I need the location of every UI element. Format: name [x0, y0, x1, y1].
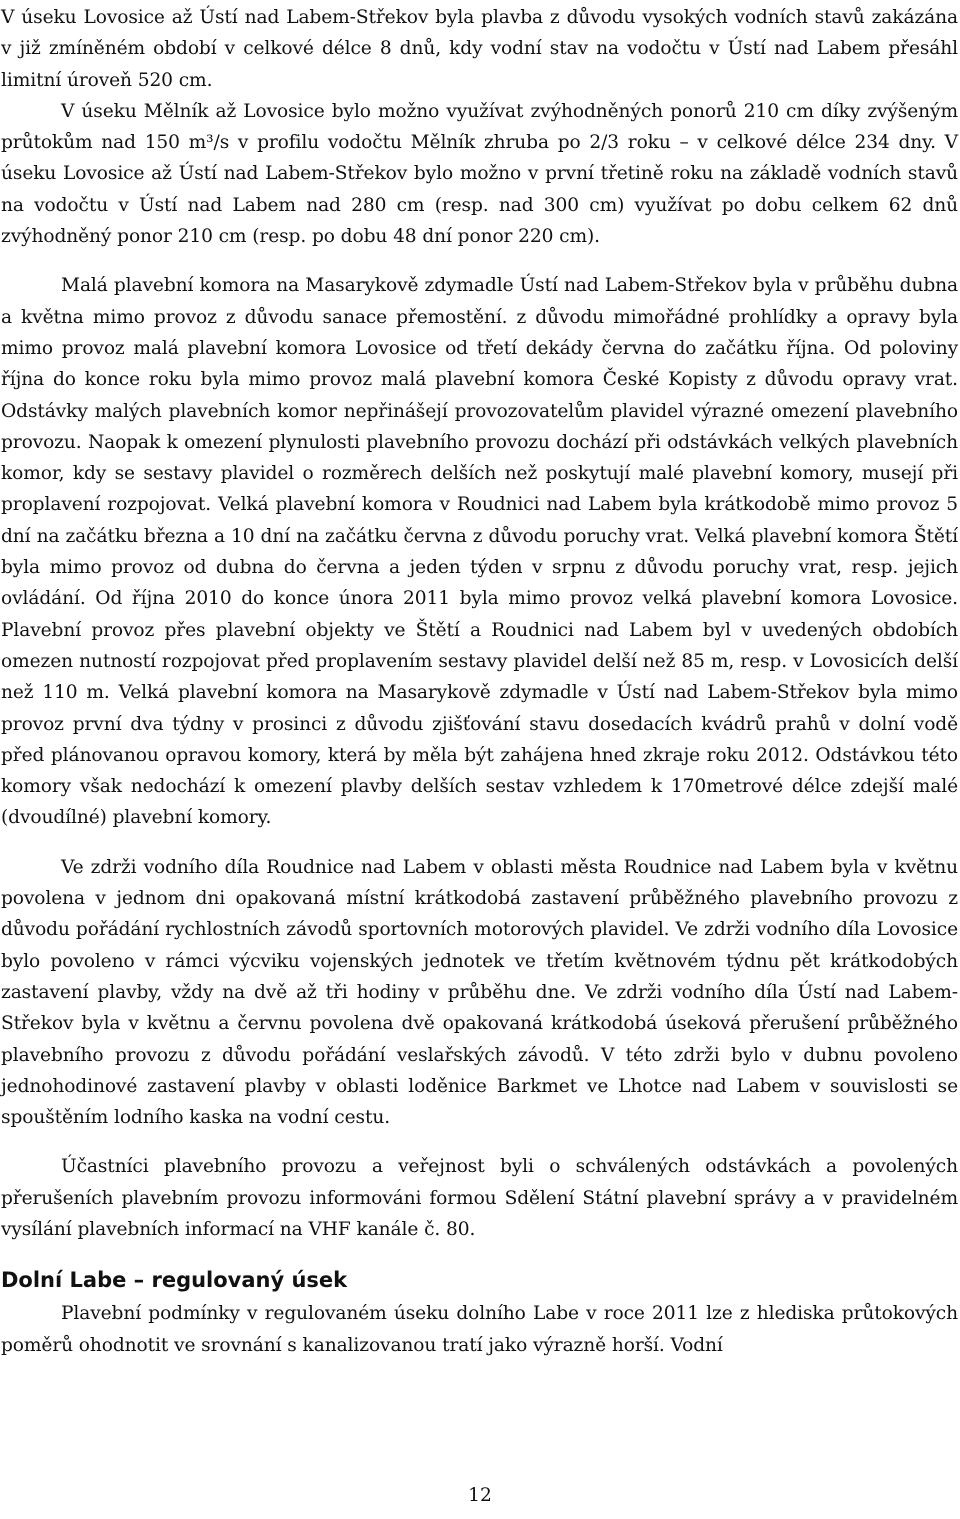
page-number: 12 — [468, 1485, 492, 1506]
paragraph-navigation-stoppages: Ve zdrži vodního díla Roudnice nad Labem v oblasti města Roudnice nad Labem byla v květnu povolena v jednom dni opakovaná místní krátkodobá zastavení průběžného plavebního provozu z důvodu pořádání rychlostních závodů sportovních motorových plavidel. Ve zdrži vodního díla Lovosice bylo povoleno v rámci výcviku vojenských jednotek ve třetím květnovém týdnu pět krátkodobých zastavení plavby, vždy na dvě až tři hodiny v průběhu dne. Ve zdrži vodního díla Ústí nad Labem-Střekov byla v květnu a červnu povolena dvě opakovaná krátkodobá úseková přerušení průběžného plavebního provozu z důvodu pořádání veslařských závodů. V této zdrži bylo v dubnu povoleno jednohodinové zastavení plavby v oblasti loděnice Barkmet ve Lhotce nad Labem v souvislosti se spouštěním lodního kaska na vodní cestu. — [1, 856, 958, 1129]
paragraph-public-information: Účastníci plavebního provozu a veřejnost byli o schválených odstávkách a povolených přerušeních plavebním provozu informováni formou Sdělení Státní plavební správy a v pravidelném vysílání plavebních informací na VHF kanále č. 80. — [1, 1156, 958, 1240]
paragraph-flood-closure: V úseku Lovosice až Ústí nad Labem-Střekov byla plavba z důvodu vysokých vodních stavů zakázána v již zmíněném období v celkové délce 8 dnů, kdy vodní stav na vodočtu v Ústí nad Labem přesáhl limitní úroveň 520 cm. — [1, 7, 958, 91]
paragraph-draught-conditions: V úseku Mělník až Lovosice bylo možno využívat zvýhodněných ponorů 210 cm díky zvýšeným průtokům nad 150 m³/s v profilu vodočtu Mělník zhruba po 2/3 roku – v celkové délce 234 dny. V úseku Lovosice až Ústí nad Labem-Střekov bylo možno v první třetině roku na základě vodních stavů na vodočtu v Ústí nad Labem nad 280 cm (resp. nad 300 cm) využívat po dobu celkem 62 dnů zvýhodněný ponor 210 cm (resp. po dobu 48 dní ponor 220 cm). — [1, 100, 958, 248]
paragraph-regulated-section: Plavební podmínky v regulovaném úseku dolního Labe v roce 2011 lze z hlediska průtokových poměrů ohodnotit ve srovnání s kanalizovanou tratí jako výrazně horší. Vodní — [1, 1303, 958, 1356]
paragraph-lock-outages: Malá plavební komora na Masarykově zdymadle Ústí nad Labem-Střekov byla v průběhu dubna a května mimo provoz z důvodu sanace přemostění. z důvodu mimořádné prohlídky a opravy byla mimo provoz malá plavební komora Lovosice od třetí dekády června do začátku října. Od poloviny října do konce roku byla mimo provoz malá plavební komora České Kopisty z důvodu opravy vrat. Odstávky malých plavebních komor nepřinášejí provozovatelům plavidel výrazné omezení plavebního provozu. Naopak k omezení plynulosti plavebního provozu dochází při odstávkách velkých plavebních komor, kdy se sestavy plavidel o rozměrech delších než poskytují malé plavební komory, musejí při proplavení rozpojovat. Velká plavební komora v Roudnici nad Labem byla krátkodobě mimo provoz 5 dní na začátku března a 10 dní na začátku června z důvodu poruchy vrat. Velká plavební komora Štětí byla mimo provoz od dubna do června a jeden týden v srpnu z důvodu poruchy vrat, resp. jejich ovládání. Od října 2010 do konce února 2011 byla mimo provoz velká plavební komora Lovosice. Plavební provoz přes plavební objekty ve Štětí a Roudnici nad Labem byl v uvedených obdobích omezen nutností rozpojovat před proplavením sestavy plavidel delší než 85 m, resp. v Lovosicích delší než 110 m. Velká plavební komora na Masarykově zdymadle v Ústí nad Labem-Střekov byla mimo provoz první dva týdny v prosinci z důvodu zjišťování stavu dosedacích kvádrů prahů v dolní vodě před plánovanou opravou komory, která by měla být zahájena hned zkraje roku 2012. Odstávkou této komory však nedochází k omezení plavby delších sestav vzhledem k 170metrové délce zdejší malé (dvoudílné) plavební komory. — [1, 275, 958, 829]
section-heading: Dolní Labe – regulovaný úsek — [1, 1268, 348, 1293]
